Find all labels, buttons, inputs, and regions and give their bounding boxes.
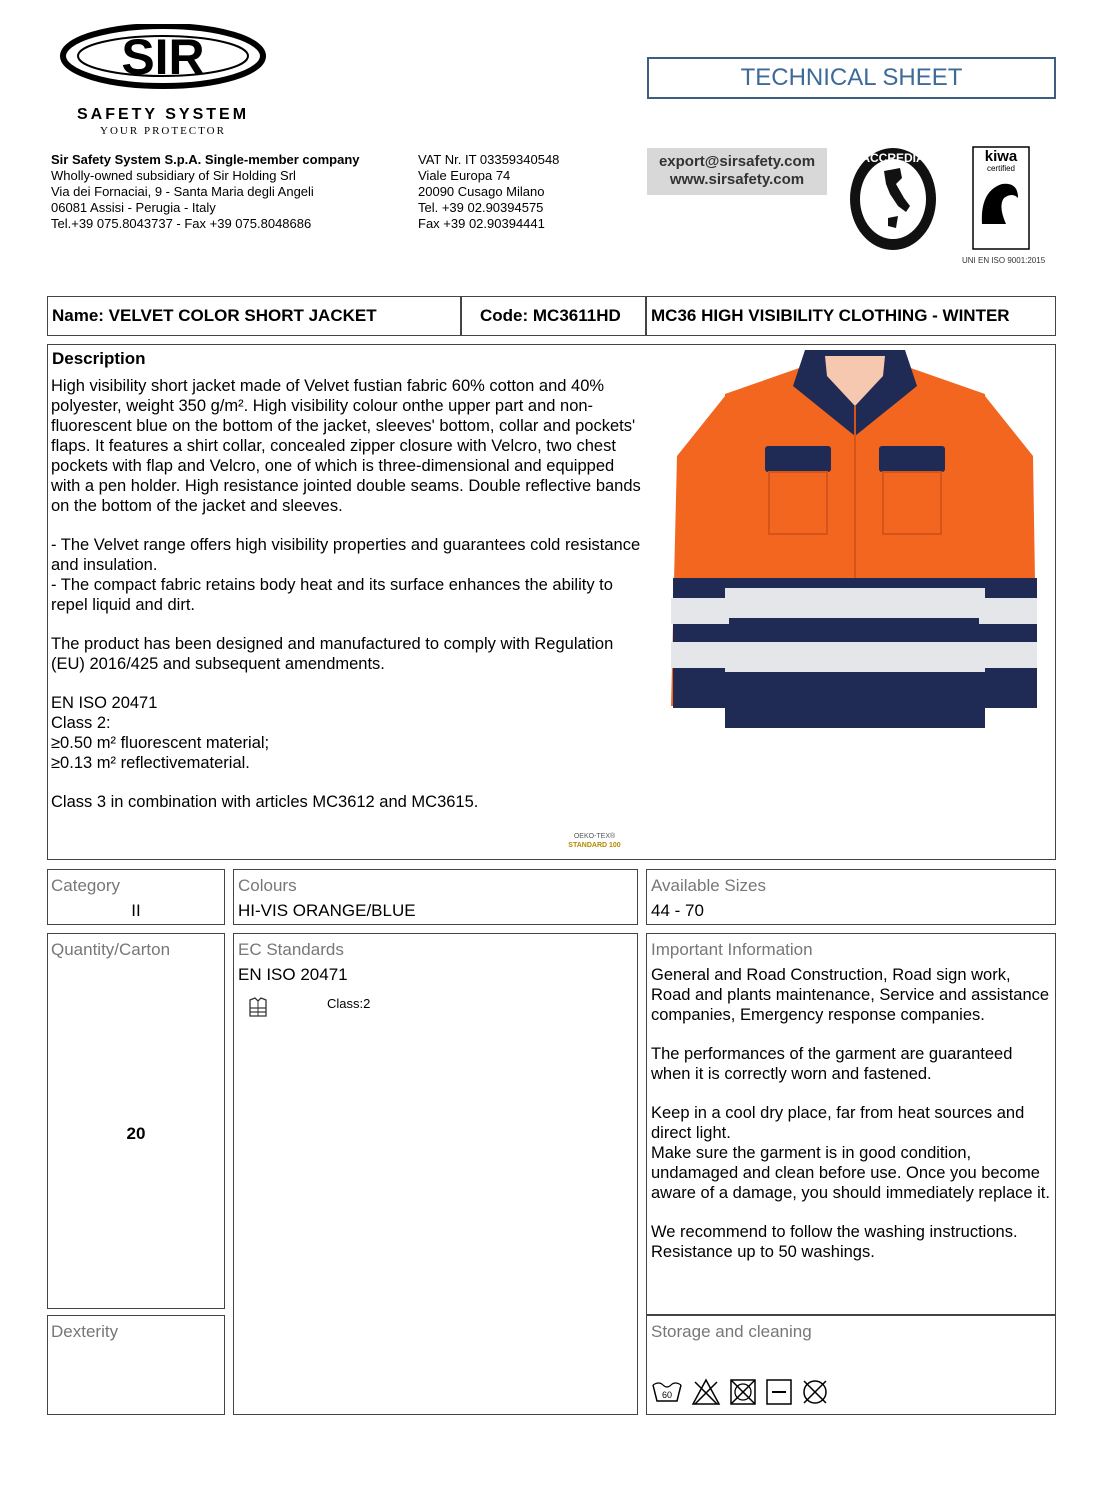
wash-60-icon bbox=[651, 1379, 683, 1405]
category-value: II bbox=[131, 901, 141, 920]
info-paragraph: We recommend to follow the washing instructions. Resistance up to 50 washings. bbox=[651, 1223, 1018, 1261]
standard-class: Class 2: bbox=[51, 714, 111, 732]
oeko-tex-label bbox=[567, 832, 622, 856]
storage-box bbox=[646, 1315, 1056, 1415]
fluorescent-area: ≥0.50 m² fluorescent material; bbox=[51, 734, 270, 752]
important-info-label: Important Information bbox=[651, 940, 813, 959]
company-info-right bbox=[418, 152, 618, 232]
hi-vis-pictogram-icon bbox=[246, 996, 270, 1018]
no-dry-clean-icon bbox=[801, 1378, 829, 1406]
storage-label: Storage and cleaning bbox=[651, 1322, 812, 1341]
sizes-value: 44 - 70 bbox=[651, 901, 704, 920]
kiwa-text: kiwa bbox=[984, 148, 1018, 165]
sizes-box bbox=[646, 869, 1056, 925]
company-info-left bbox=[51, 152, 411, 232]
standard-name: EN ISO 20471 bbox=[51, 694, 158, 712]
company-line: Tel. +39 02.90394575 bbox=[418, 200, 544, 215]
dry-flat-icon bbox=[765, 1378, 793, 1406]
colours-label: Colours bbox=[238, 876, 297, 895]
sizes-label: Available Sizes bbox=[651, 876, 766, 895]
company-line: 06081 Assisi - Perugia - Italy bbox=[51, 200, 216, 215]
logo-line1: SAFETY SYSTEM bbox=[76, 106, 250, 123]
standard-block bbox=[51, 693, 641, 773]
company-name: Sir Safety System S.p.A. Single-member company bbox=[51, 152, 360, 167]
company-line: Viale Europa 74 bbox=[418, 168, 511, 183]
care-symbols bbox=[651, 1376, 829, 1408]
dexterity-label: Dexterity bbox=[51, 1322, 119, 1341]
info-paragraph: General and Road Construction, Road sign work, Road and plants maintenance, Service and assistance companies, Emergency response companies. bbox=[651, 966, 1050, 1024]
quantity-label: Quantity/Carton bbox=[51, 940, 171, 959]
product-image bbox=[665, 346, 1045, 730]
info-paragraph: The performances of the garment are guaranteed when it is correctly worn and fastened. bbox=[651, 1045, 1013, 1083]
category-label: Category bbox=[51, 876, 120, 895]
company-line: Via dei Fornaciai, 9 - Santa Maria degli Angeli bbox=[51, 184, 314, 199]
logo-line2: YOUR PROTECTOR bbox=[100, 125, 226, 136]
accredia-seal bbox=[848, 146, 938, 252]
ec-standards-label: EC Standards bbox=[238, 940, 344, 959]
ec-class: Class:2 bbox=[327, 996, 371, 1011]
description-text bbox=[51, 376, 641, 831]
company-line: VAT Nr. IT 03359340548 bbox=[418, 152, 560, 167]
info-paragraph: Keep in a cool dry place, far from heat sources and direct light. bbox=[651, 1104, 1025, 1142]
description-paragraph: Class 3 in combination with articles MC3612 and MC3615. bbox=[51, 793, 479, 811]
description-paragraph: High visibility short jacket made of Velvet fustian fabric 60% cotton and 40% polyester, weight 350 g/m². High visibility colour onthe upper part and non-fluorescent blue on the bottom of the jacket, sleeves' bottom, collar and pockets' flaps. It features a shirt collar, concealed zipper closure with Velcro, two chest pockets with flap and Velcro, one of which is three-dimensional and equipped with a pen holder. High resistance jointed double seams. Double reflective bands on the bottom of the jacket and sleeves. bbox=[51, 377, 641, 515]
contact-box bbox=[647, 148, 827, 195]
quantity-value: 20 bbox=[126, 1124, 146, 1143]
company-line: Fax +39 02.90394441 bbox=[418, 216, 545, 231]
no-bleach-icon bbox=[691, 1378, 721, 1406]
ec-standard-value: EN ISO 20471 bbox=[238, 965, 348, 984]
company-line: Wholly-owned subsidiary of Sir Holding Srl bbox=[51, 168, 296, 183]
ec-standards-box bbox=[233, 933, 638, 1415]
product-line: MC36 HIGH VISIBILITY CLOTHING - WINTER bbox=[646, 296, 1056, 336]
dexterity-box bbox=[47, 1315, 225, 1415]
wash-temperature: 60 bbox=[661, 1390, 673, 1400]
sir-logo bbox=[60, 24, 275, 136]
oeko-tex-name: OEKO-TEX® bbox=[573, 833, 616, 840]
no-tumble-dry-icon bbox=[729, 1378, 757, 1406]
website-link[interactable]: www.sirsafety.com bbox=[669, 171, 805, 188]
description-paragraph: The product has been designed and manufactured to comply with Regulation (EU) 2016/425 and subsequent amendments. bbox=[51, 635, 614, 673]
info-paragraph: Make sure the garment is in good condition, undamaged and clean before use. Once you become aware of a damage, you should immediately replace it. bbox=[651, 1144, 1050, 1202]
email-link[interactable]: export@sirsafety.com bbox=[658, 153, 816, 170]
logo-brand: SIR bbox=[121, 29, 205, 85]
description-paragraph: - The Velvet range offers high visibility properties and guarantees cold resistance and insulation. bbox=[51, 536, 641, 574]
important-info-text bbox=[651, 965, 1051, 1262]
quantity-box bbox=[47, 933, 225, 1309]
category-box bbox=[47, 869, 225, 925]
kiwa-mark bbox=[972, 146, 1030, 250]
kiwa-subtext: certified bbox=[986, 164, 1016, 173]
document-title: TECHNICAL SHEET bbox=[647, 57, 1056, 99]
description-paragraph: - The compact fabric retains body heat and its surface enhances the ability to repel liquid and dirt. bbox=[51, 576, 613, 614]
colours-box bbox=[233, 869, 638, 925]
iso-certification: UNI EN ISO 9001:2015 bbox=[962, 256, 1046, 265]
colours-value: HI-VIS ORANGE/BLUE bbox=[238, 901, 416, 920]
reflective-area: ≥0.13 m² reflectivematerial. bbox=[51, 754, 250, 772]
product-name: Name: VELVET COLOR SHORT JACKET bbox=[47, 296, 461, 336]
product-code: Code: MC3611HD bbox=[461, 296, 646, 336]
description-title: Description bbox=[52, 349, 146, 368]
company-line: 20090 Cusago Milano bbox=[418, 184, 545, 199]
oeko-tex-standard: STANDARD 100 bbox=[568, 842, 621, 849]
accredia-text: ACCREDIA bbox=[861, 151, 925, 165]
important-info-box bbox=[646, 933, 1056, 1315]
company-line: Tel.+39 075.8043737 - Fax +39 075.8048686 bbox=[51, 216, 312, 231]
